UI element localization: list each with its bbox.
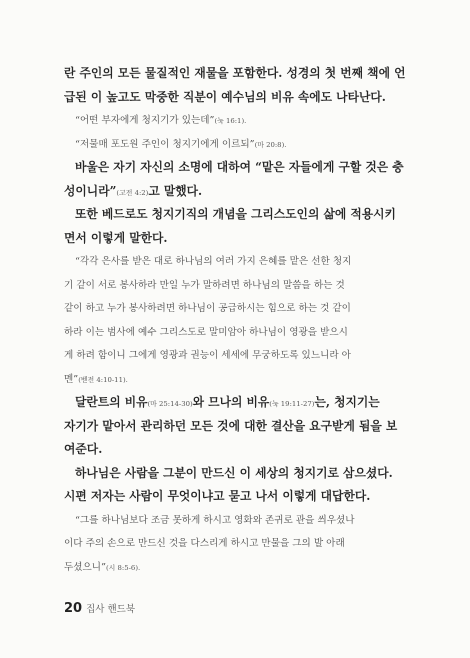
quote-text: “저물매 포도원 주인이 청지기에게 이르되” (75, 138, 255, 150)
body-line: 시편 저자는 사람이 무엇이냐고 묻고 나서 이렇게 대답한다. (64, 489, 371, 503)
scripture-quote-line: 같이 하고 누가 봉사하려면 하나님이 공급하시는 힘으로 하는 것 같이 (64, 303, 351, 314)
running-title: 집사 핸드북 (86, 604, 135, 615)
body-text: 고 말했다. (148, 183, 203, 198)
body-line: 하나님은 사람을 그분이 만드신 이 세상의 청지기로 삼으셨다. (75, 465, 393, 480)
scripture-quote-line (64, 368, 414, 392)
body-line: 또한 베드로도 청지기직의 개념을 그리스도인의 삶에 적용시키 (75, 207, 396, 221)
scripture-quote-line: 하라 이는 범사에 예수 그리스도로 말미암아 하나님이 영광을 받으시 (64, 326, 348, 338)
body-line (64, 391, 414, 415)
body-line: 급된 이 높고도 막중한 직분이 예수님의 비유 속에도 나타난다. (64, 89, 386, 104)
quote-text: “어떤 부자에게 청지기가 있는데” (75, 115, 215, 126)
scripture-reference: (벧전 4:10-11). (78, 375, 128, 384)
scripture-reference: (마 25:14-30) (147, 400, 193, 408)
scripture-quote-line: “그를 하나님보다 조금 못하게 하시고 영화와 존귀로 관을 씌우셨나 (75, 514, 355, 526)
body-line: 여준다. (64, 442, 103, 456)
scripture-reference: (눅 19:11-27) (269, 400, 315, 408)
scripture-reference: (눅 16:1). (214, 117, 247, 125)
body-line (64, 180, 414, 204)
scripture-quote-line: 이다 주의 손으로 만드신 것을 다스리게 하시고 만물을 그의 발 아래 (64, 538, 345, 549)
body-line: 바울은 자기 자신의 소명에 대하여 “맡은 자들에게 구할 것은 충 (75, 160, 404, 174)
page-number: 20 (64, 601, 83, 616)
body-line: 란 주인의 모든 물질적인 재물을 포함한다. 성경의 첫 번째 책에 언 (64, 66, 406, 80)
scripture-reference: (마 20:8). (254, 140, 287, 149)
body-text: 와 므나의 비유 (192, 395, 270, 409)
body-line: 자기가 맡아서 관리하던 모든 것에 대한 결산을 요구받게 됨을 보 (64, 418, 398, 433)
quote-text: 멘” (64, 373, 79, 385)
body-text: 성이니라” (64, 183, 117, 198)
scripture-reference: (시 8:5-6). (105, 563, 141, 572)
scripture-quote-line: “각각 은사를 받은 대로 하나님의 여러 가지 은혜를 맡은 선한 청지 (75, 256, 352, 267)
scripture-quote-line: 게 하려 함이니 그에게 영광과 권능이 세세에 무궁하도록 있느니라 아 (64, 350, 351, 361)
body-line: 면서 이렇게 말한다. (64, 230, 168, 245)
scripture-quote-line: 기 같이 서로 봉사하라 만일 누가 말하려면 하나님의 말씀을 하는 것 (64, 279, 345, 291)
page-body (64, 62, 414, 579)
quote-text: 두셨으니” (64, 561, 106, 573)
body-text: 달란트의 비유 (75, 395, 148, 409)
scripture-quote (64, 109, 414, 133)
scripture-quote-line (64, 556, 414, 580)
scripture-reference: (고전 4:2) (116, 188, 149, 197)
scripture-quote (64, 133, 414, 157)
body-text: 는, 청지기는 (314, 395, 380, 409)
page-footer (64, 601, 135, 616)
